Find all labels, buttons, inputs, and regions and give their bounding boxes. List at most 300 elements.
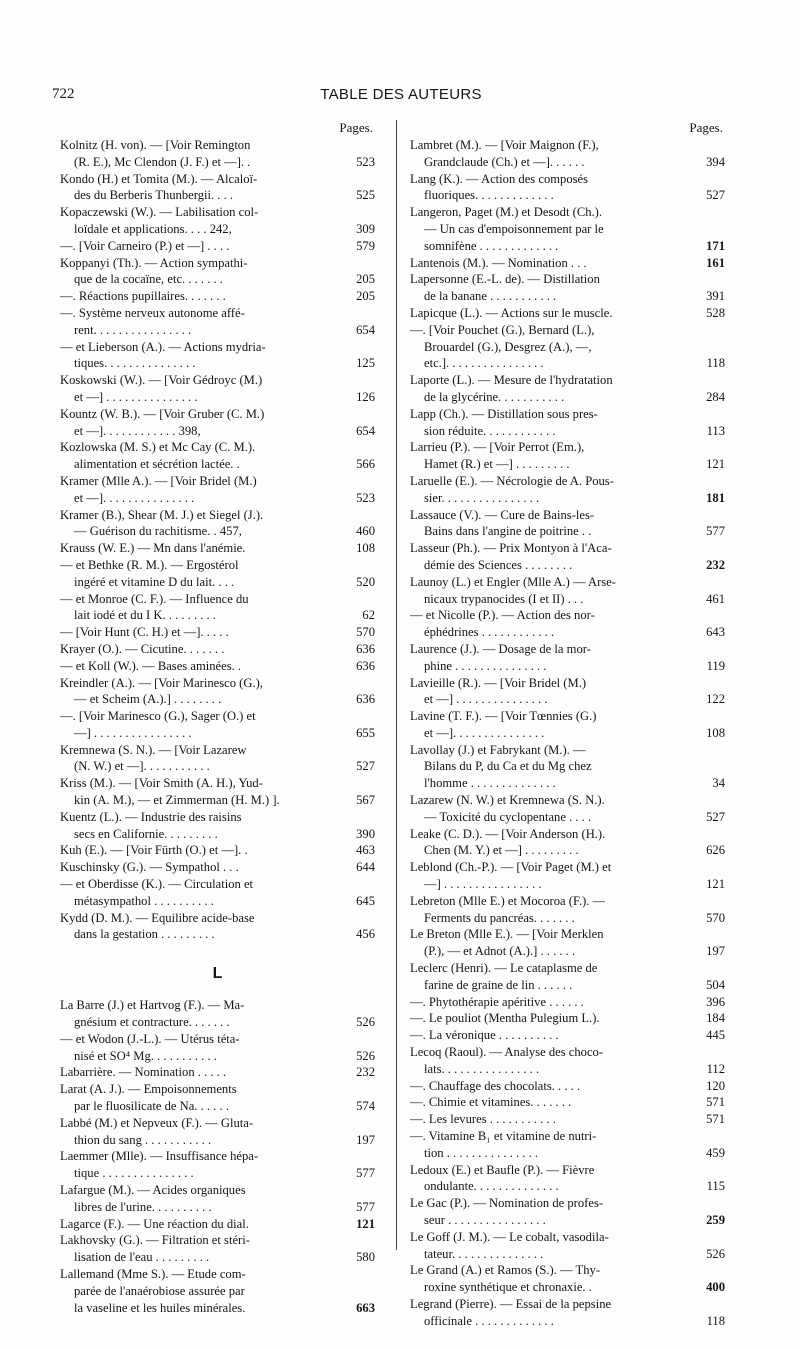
index-entry — [60, 540, 375, 557]
entry-line — [60, 473, 375, 490]
index-entry — [410, 574, 725, 608]
entry-text: — et Koll (W.). — Bases aminées. . — [60, 658, 242, 673]
index-entry — [60, 171, 375, 205]
column-divider — [396, 120, 397, 1250]
page-reference: 526 — [356, 1015, 375, 1030]
entry-text: Hamet (R.) et —] . . . . . . . . . — [424, 457, 570, 472]
entry-text: Grandclaude (Ch.) et —]. . . . . . — [424, 154, 585, 169]
entry-text: Lavollay (J.) et Fabrykant (M.). — — [410, 742, 586, 757]
entry-line — [410, 389, 725, 406]
page-reference: 643 — [706, 625, 725, 640]
page-reference: 577 — [706, 524, 725, 539]
entry-text: Lapicque (L.). — Actions sur le muscle. — [410, 305, 613, 320]
entry-line — [60, 322, 375, 339]
index-entry — [410, 960, 725, 994]
entry-line — [60, 490, 375, 507]
entry-text: — [Voir Hunt (C. H.) et —]. . . . . — [60, 625, 229, 640]
entry-text: — et Monroe (C. F.). — Influence du — [60, 591, 249, 606]
entry-text: Langeron, Paget (M.) et Desodt (Ch.). — [410, 205, 603, 220]
page-reference: 570 — [356, 625, 375, 640]
entry-text: —. Les levures . . . . . . . . . . . — [410, 1112, 556, 1127]
page-reference: 571 — [706, 1112, 725, 1127]
entry-line — [410, 523, 725, 540]
entry-line — [60, 1249, 375, 1266]
entry-line — [410, 742, 725, 759]
entry-text: Larat (A. J.). — Empoisonnements — [60, 1082, 237, 1097]
entry-text: Le Gac (P.). — Nomination de profes- — [410, 1196, 604, 1211]
index-entry — [60, 204, 375, 238]
index-entry — [410, 708, 725, 742]
page-reference: 461 — [706, 591, 725, 606]
entry-text: Brouardel (G.), Desgrez (A.), —, — [424, 339, 592, 354]
entry-line — [410, 204, 725, 221]
entry-text: (P.), — et Adnot (A.).] . . . . . . — [424, 944, 576, 959]
entry-line — [60, 507, 375, 524]
entry-line — [410, 691, 725, 708]
entry-line — [410, 171, 725, 188]
entry-line — [410, 758, 725, 775]
page-reference: 390 — [356, 826, 375, 841]
entry-text: ondulante. . . . . . . . . . . . . . — [424, 1179, 559, 1194]
entry-text: secs en Californie. . . . . . . . . — [74, 826, 218, 841]
index-entry — [410, 994, 725, 1011]
entry-line — [410, 943, 725, 960]
entry-text: —. Système nerveux autonome affé- — [60, 305, 245, 320]
page-reference: 112 — [706, 1061, 725, 1076]
entry-text: que de la cocaïne, etc. . . . . . . — [74, 272, 223, 287]
page-title: TABLE DES AUTEURS — [320, 86, 482, 103]
entry-text: tateur. . . . . . . . . . . . . . . — [424, 1246, 544, 1261]
entry-text: —] . . . . . . . . . . . . . . . . — [74, 725, 192, 740]
entry-line — [410, 221, 725, 238]
entry-line — [410, 725, 725, 742]
entry-text: Lapersonne (E.-L. de). — Distillation — [410, 272, 600, 287]
entry-text: sier. . . . . . . . . . . . . . . . — [424, 490, 540, 505]
page-reference: 526 — [706, 1246, 725, 1261]
page-reference: 197 — [706, 944, 725, 959]
entry-line — [60, 1048, 375, 1065]
page-reference: 580 — [356, 1250, 375, 1265]
index-entry — [410, 507, 725, 541]
entry-line — [60, 641, 375, 658]
page-reference: 527 — [356, 759, 375, 774]
entry-text: parée de l'anaérobiose assurée par — [74, 1283, 245, 1298]
page-reference: 108 — [356, 541, 375, 556]
entry-line — [60, 893, 375, 910]
entry-line — [410, 826, 725, 843]
entry-text: somnifène . . . . . . . . . . . . . — [424, 238, 559, 253]
entry-line — [60, 809, 375, 826]
entry-line — [60, 1266, 375, 1283]
index-entry — [60, 859, 375, 876]
pages-column-header: Pages. — [689, 120, 723, 135]
page-reference: 577 — [356, 1166, 375, 1181]
index-entry — [60, 1064, 375, 1081]
index-entries-l-cont — [410, 137, 725, 1330]
entry-text: Kolnitz (H. von). — [Voir Remington — [60, 138, 251, 152]
index-entry — [410, 1229, 725, 1263]
index-entry — [410, 675, 725, 709]
entry-line — [60, 1098, 375, 1115]
entry-text: Krauss (W. E.) — Mn dans l'anémie. — [60, 541, 246, 556]
entry-text: — et Scheim (A.).] . . . . . . . . — [74, 692, 222, 707]
entry-line — [60, 1081, 375, 1098]
entry-text: etc.]. . . . . . . . . . . . . . . . — [424, 356, 544, 371]
entry-text: Lebreton (Mlle E.) et Mocoroa (F.). — — [410, 893, 606, 908]
entry-text: lats. . . . . . . . . . . . . . . . — [424, 1061, 540, 1076]
entry-line — [60, 792, 375, 809]
index-entry — [60, 910, 375, 944]
index-entry — [410, 926, 725, 960]
entry-text: — Toxicité du cyclopentane . . . . — [424, 809, 592, 824]
page-number: 722 — [52, 86, 75, 102]
index-entry — [60, 624, 375, 641]
entry-text: par le fluosilicate de Na. . . . . . — [74, 1099, 229, 1114]
page-reference: 400 — [706, 1280, 725, 1295]
entry-line — [60, 691, 375, 708]
entry-line — [410, 187, 725, 204]
page-reference: 571 — [706, 1095, 725, 1110]
page-reference: 579 — [356, 238, 375, 253]
entry-text: et —]. . . . . . . . . . . . 398, — [74, 423, 201, 438]
entry-text: Ledoux (E.) et Baufle (P.). — Fièvre — [410, 1162, 595, 1177]
entry-line — [410, 355, 725, 372]
entry-text: Lagarce (F.). — Une réaction du dial. — [60, 1216, 249, 1231]
index-entry — [410, 1111, 725, 1128]
entry-line — [60, 305, 375, 322]
entry-text: —. [Voir Carneiro (P.) et —] . . . . — [60, 238, 230, 253]
entry-text: lait iodé et du I K. . . . . . . . . — [74, 608, 217, 623]
index-entry — [410, 540, 725, 574]
entry-line — [60, 1232, 375, 1249]
entry-text: Bilans du P, du Ca et du Mg chez — [424, 759, 592, 774]
entry-text: La Barre (J.) et Hartvog (F.). — Ma- — [60, 998, 245, 1013]
index-entry — [410, 1195, 725, 1229]
page-reference: 396 — [706, 994, 725, 1009]
page-reference: 566 — [356, 457, 375, 472]
left-column — [60, 118, 375, 1316]
entry-line — [410, 641, 725, 658]
pages-column-header: Pages. — [339, 120, 373, 135]
entry-text: —. Réactions pupillaires. . . . . . . — [60, 289, 226, 304]
entry-text: Chen (M. Y.) et —] . . . . . . . . . — [424, 843, 579, 858]
entry-line — [410, 372, 725, 389]
entry-line — [410, 288, 725, 305]
page-reference: 636 — [356, 658, 375, 673]
page-reference: 232 — [706, 557, 725, 572]
index-entry — [410, 607, 725, 641]
page-reference: 663 — [356, 1300, 375, 1315]
entry-text: — Guérison du rachitisme. . 457, — [74, 524, 242, 539]
index-entry — [60, 591, 375, 625]
entry-text: loïdale et applications. . . . 242, — [74, 221, 232, 236]
page-reference: 527 — [706, 188, 725, 203]
entry-text: Kremnewa (S. N.). — [Voir Lazarew — [60, 742, 247, 757]
entry-line — [410, 507, 725, 524]
entry-line — [410, 1279, 725, 1296]
entry-text: Lang (K.). — Action des composés — [410, 171, 589, 186]
entry-text: — et Nicolle (P.). — Action des nor- — [410, 608, 595, 623]
entry-text: des du Berberis Thunbergii. . . . — [74, 188, 234, 203]
entry-line — [410, 322, 725, 339]
entry-text: et —]. . . . . . . . . . . . . . . — [74, 490, 195, 505]
entry-line — [410, 675, 725, 692]
entry-line — [60, 1014, 375, 1031]
section-letter: L — [212, 965, 223, 983]
entry-line — [410, 1178, 725, 1195]
page-reference: 626 — [706, 843, 725, 858]
page-reference: 523 — [356, 490, 375, 505]
entry-text: nisé et SO⁴ Mg. . . . . . . . . . . — [74, 1048, 217, 1063]
entry-text: de la glycérine. . . . . . . . . . . — [424, 389, 565, 404]
entry-line — [410, 1195, 725, 1212]
entry-text: —. Le pouliot (Mentha Pulegium L.). — [410, 1011, 600, 1026]
index-entry — [60, 339, 375, 373]
entry-text: Lavine (T. F.). — [Voir Tœnnies (G.) — [410, 709, 597, 724]
index-entry — [410, 473, 725, 507]
entry-line — [60, 910, 375, 927]
index-entry — [410, 1010, 725, 1027]
entry-text: Lasseur (Ph.). — Prix Montyon à l'Aca- — [410, 541, 612, 556]
entry-text: libres de l'urine. . . . . . . . . . — [74, 1199, 212, 1214]
entry-line — [60, 355, 375, 372]
entry-line — [410, 1128, 725, 1145]
index-entry — [60, 557, 375, 591]
index-entry — [410, 792, 725, 826]
entry-line — [410, 255, 725, 272]
index-entry — [410, 406, 725, 440]
page-reference: 567 — [356, 793, 375, 808]
index-entry — [410, 204, 725, 254]
index-entry — [60, 658, 375, 675]
entry-text: Le Breton (Mlle E.). — [Voir Merklen — [410, 927, 604, 942]
entry-line — [60, 842, 375, 859]
entry-line — [410, 1212, 725, 1229]
entry-text: Labbé (M.) et Nepveux (F.). — Gluta- — [60, 1115, 254, 1130]
entry-line — [60, 859, 375, 876]
entry-line — [410, 1313, 725, 1330]
index-entry — [60, 842, 375, 859]
entry-line — [410, 1061, 725, 1078]
index-entry — [60, 876, 375, 910]
page-reference: 126 — [356, 389, 375, 404]
entry-line — [410, 406, 725, 423]
page-reference: 119 — [706, 658, 725, 673]
entry-line — [410, 842, 725, 859]
entry-line — [60, 456, 375, 473]
index-entry — [60, 775, 375, 809]
entry-line — [60, 288, 375, 305]
index-entry — [410, 826, 725, 860]
page-reference: 636 — [356, 641, 375, 656]
entry-text: métasympathol . . . . . . . . . . — [74, 893, 214, 908]
index-entry — [60, 1081, 375, 1115]
entry-text: Ferments du pancréas. . . . . . . — [424, 910, 575, 925]
entry-text: Kriss (M.). — [Voir Smith (A. H.), Yud- — [60, 776, 263, 791]
page-reference: 526 — [356, 1048, 375, 1063]
page-reference: 577 — [356, 1199, 375, 1214]
page-reference: 309 — [356, 221, 375, 236]
entry-line — [60, 372, 375, 389]
entry-line — [60, 591, 375, 608]
entry-text: —] . . . . . . . . . . . . . . . . — [424, 877, 542, 892]
entry-line — [410, 473, 725, 490]
index-entries-l — [60, 997, 375, 1316]
entry-text: éphédrines . . . . . . . . . . . . — [424, 625, 555, 640]
entry-text: Le Goff (J. M.). — Le cobalt, vasodila- — [410, 1229, 609, 1244]
entry-line — [60, 926, 375, 943]
page-reference: 108 — [706, 725, 725, 740]
page-reference: 654 — [356, 423, 375, 438]
index-entry — [60, 1216, 375, 1233]
entry-line — [60, 607, 375, 624]
index-entry — [60, 1115, 375, 1149]
entry-line — [60, 255, 375, 272]
entry-text: (R. E.), Mc Clendon (J. F.) et —]. . — [74, 154, 251, 169]
entry-text: — et Lieberson (A.). — Actions mydria- — [60, 339, 266, 354]
entry-line — [410, 624, 725, 641]
entry-line — [60, 708, 375, 725]
entry-text: et —]. . . . . . . . . . . . . . . — [424, 725, 545, 740]
entry-text: —. La véronique . . . . . . . . . . — [410, 1028, 559, 1043]
page-reference: 205 — [356, 289, 375, 304]
entry-line — [60, 389, 375, 406]
entry-line — [60, 997, 375, 1014]
index-entry — [410, 893, 725, 927]
entry-line — [60, 574, 375, 591]
index-entry — [410, 439, 725, 473]
page-reference: 113 — [706, 423, 725, 438]
page-reference: 171 — [706, 238, 725, 253]
entry-line — [410, 1262, 725, 1279]
entry-line — [410, 305, 725, 322]
entry-text: Leblond (Ch.-P.). — [Voir Paget (M.) et — [410, 860, 612, 875]
entry-line — [410, 1078, 725, 1095]
entry-line — [410, 1246, 725, 1263]
entry-line — [60, 423, 375, 440]
entry-line — [60, 1064, 375, 1081]
index-entry — [410, 1162, 725, 1196]
entry-text: Laruelle (E.). — Nécrologie de A. Pous- — [410, 473, 614, 488]
index-entry — [60, 1266, 375, 1316]
entry-line — [410, 708, 725, 725]
index-entry — [60, 406, 375, 440]
entry-line — [60, 171, 375, 188]
entry-line — [60, 339, 375, 356]
page-reference: 636 — [356, 692, 375, 707]
entry-text: Legrand (Pierre). — Essai de la pepsine — [410, 1296, 612, 1311]
page-reference: 574 — [356, 1099, 375, 1114]
index-entry — [60, 1031, 375, 1065]
entry-line — [410, 540, 725, 557]
entry-line — [410, 1010, 725, 1027]
entry-line — [60, 775, 375, 792]
entry-text: —. Vitamine B₁ et vitamine de nutri- — [410, 1129, 597, 1144]
page-reference: 463 — [356, 843, 375, 858]
index-entry — [410, 859, 725, 893]
entry-text: phine . . . . . . . . . . . . . . . — [424, 658, 547, 673]
entry-text: Leake (C. D.). — [Voir Anderson (H.). — [410, 826, 606, 841]
entry-line — [410, 1229, 725, 1246]
entry-line — [410, 1111, 725, 1128]
page-reference: 259 — [706, 1213, 725, 1227]
entry-text: —. Chauffage des chocolats. . . . . — [410, 1078, 581, 1093]
page-reference: 120 — [706, 1078, 725, 1093]
entry-text: —. [Voir Pouchet (G.), Bernard (L.), — [410, 322, 595, 337]
entry-line — [60, 406, 375, 423]
entry-text: kin (A. M.), — et Zimmerman (H. M.) ]. — [74, 793, 280, 808]
entry-text: tique . . . . . . . . . . . . . . . — [74, 1166, 194, 1181]
entry-text: — Un cas d'empoisonnement par le — [424, 221, 604, 236]
page-reference: 520 — [356, 574, 375, 589]
entry-text: Lassauce (V.). — Cure de Bains-les- — [410, 507, 595, 522]
entry-line — [410, 893, 725, 910]
page-reference: 394 — [706, 154, 725, 169]
index-entry — [60, 238, 375, 255]
entry-line — [410, 607, 725, 624]
entry-line — [410, 926, 725, 943]
entry-text: Kreindler (A.). — [Voir Marinesco (G.), — [60, 675, 263, 690]
index-entry — [410, 641, 725, 675]
page-reference: 459 — [706, 1145, 725, 1160]
entry-line — [60, 1182, 375, 1199]
entry-text: et —] . . . . . . . . . . . . . . . — [424, 692, 548, 707]
page-reference: 115 — [706, 1179, 725, 1194]
entry-text: — et Bethke (R. M.). — Ergostérol — [60, 557, 239, 572]
entry-line — [410, 876, 725, 893]
entry-text: Kondo (H.) et Tomita (M.). — Alcaloï- — [60, 171, 258, 186]
entry-text: alimentation et sécrétion lactée. . — [74, 457, 240, 472]
entry-text: (N. W.) et —]. . . . . . . . . . . — [74, 759, 210, 774]
index-entry — [410, 1094, 725, 1111]
page-reference: 181 — [706, 490, 725, 505]
page-reference: 645 — [356, 893, 375, 908]
entry-text: ingéré et vitamine D du lait. . . . — [74, 574, 235, 589]
entry-text: Kuh (E.). — [Voir Fürth (O.) et —]. . — [60, 843, 248, 858]
index-entry — [410, 1044, 725, 1078]
page-reference: 504 — [706, 977, 725, 992]
page-reference: 456 — [356, 927, 375, 942]
index-entry — [410, 137, 725, 171]
index-entry — [410, 1128, 725, 1162]
index-entry — [410, 1078, 725, 1095]
entry-text: Laurence (J.). — Dosage de la mor- — [410, 641, 591, 656]
entry-text: — et Wodon (J.-L.). — Utérus téta- — [60, 1031, 240, 1046]
entry-text: Lakhovsky (G.). — Filtration et stéri- — [60, 1233, 250, 1248]
entry-text: lisation de l'eau . . . . . . . . . — [74, 1250, 210, 1265]
entry-line — [60, 439, 375, 456]
entry-line — [60, 1283, 375, 1300]
entry-line — [60, 826, 375, 843]
entry-line — [60, 1216, 375, 1233]
entry-line — [410, 154, 725, 171]
entry-line — [60, 540, 375, 557]
index-entry — [60, 641, 375, 658]
entry-line — [410, 1044, 725, 1061]
entry-text: Koppanyi (Th.). — Action sympathi- — [60, 255, 248, 270]
entry-line — [410, 1145, 725, 1162]
entry-line — [60, 187, 375, 204]
page-reference: 121 — [706, 877, 725, 892]
index-entry — [60, 255, 375, 289]
index-entry — [410, 271, 725, 305]
index-entry — [60, 1232, 375, 1266]
entry-line — [60, 1031, 375, 1048]
entry-line — [410, 809, 725, 826]
page-reference: 570 — [706, 910, 725, 925]
entry-text: seur . . . . . . . . . . . . . . . . — [424, 1213, 546, 1227]
entry-text: Le Grand (A.) et Ramos (S.). — Thy- — [410, 1263, 601, 1278]
